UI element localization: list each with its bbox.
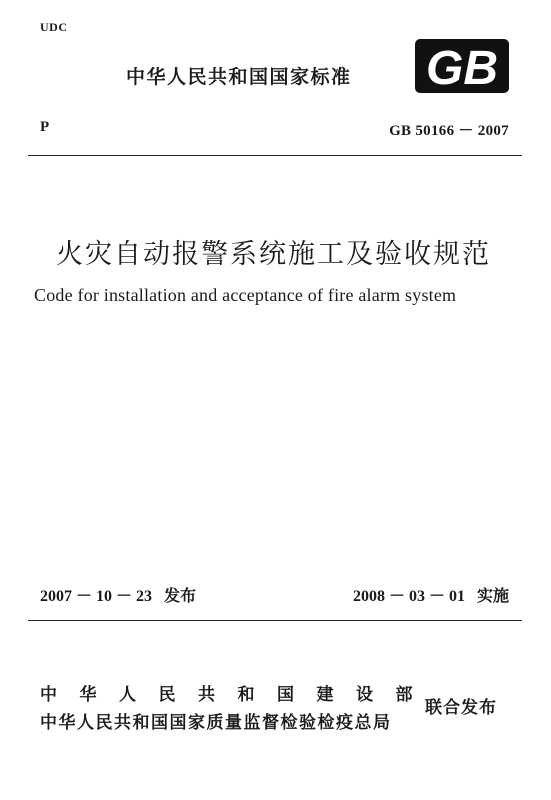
joint-publish-label: 联合发布: [425, 698, 497, 718]
title-english: Code for installation and acceptance of fire alarm system: [34, 285, 457, 305]
effective-date-value: 2008 － 03 － 01: [352, 588, 465, 605]
standard-type: 中华人民共和国国家标准: [126, 66, 352, 88]
udc-label: UDC: [40, 20, 68, 34]
gb-logo-text: GB: [426, 42, 498, 94]
publisher-aqsiq: 中华人民共和国国家质量监督检验检疫总局: [40, 713, 392, 733]
issue-label: 发布: [164, 588, 197, 605]
publisher-ministry: 中华人民共和国建设部: [40, 685, 435, 705]
bottom-divider: [28, 620, 522, 621]
gb-logo: [414, 38, 510, 94]
category-label: P: [40, 119, 50, 135]
standard-code: GB 50166 － 2007: [389, 123, 509, 139]
effective-label: 实施: [476, 588, 509, 605]
top-divider: [28, 155, 522, 156]
issue-date: [40, 583, 196, 606]
title-chinese: 火灾自动报警系统施工及验收规范: [56, 239, 491, 270]
effective-date: [353, 583, 509, 606]
issue-date-value: 2007 － 10 － 23: [40, 588, 153, 605]
